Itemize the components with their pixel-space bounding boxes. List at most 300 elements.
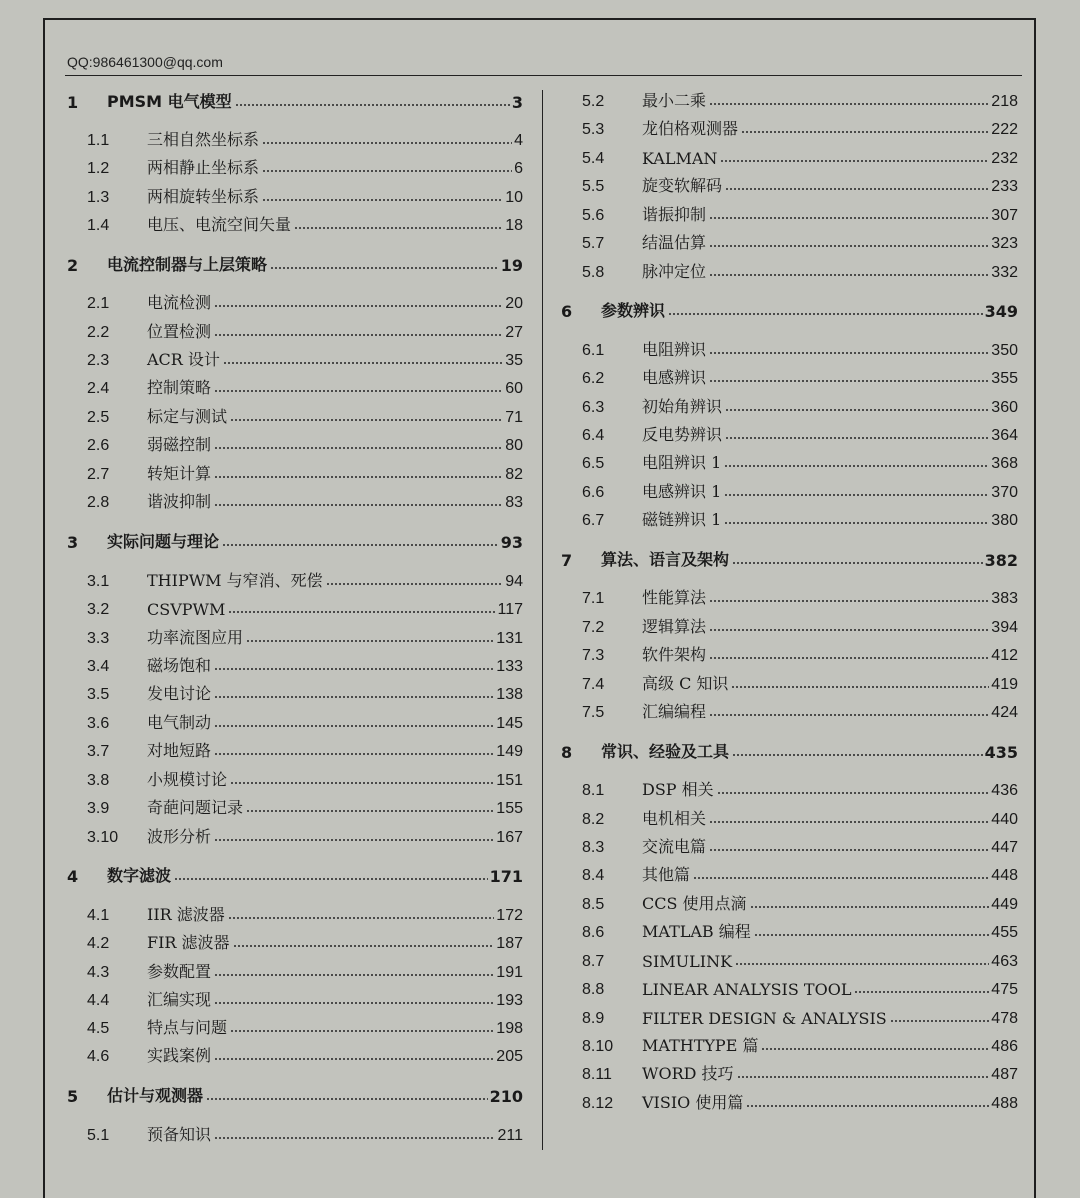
dot-leader xyxy=(214,333,503,337)
dot-leader xyxy=(668,312,983,316)
toc-entry-title: 结温估算 xyxy=(642,233,707,252)
dot-leader xyxy=(214,695,494,699)
toc-section-entry[interactable] xyxy=(582,835,1018,857)
toc-section-entry[interactable] xyxy=(582,117,1018,139)
toc-entry-page-number: 222 xyxy=(991,121,1018,138)
toc-entry-page-number: 131 xyxy=(496,630,523,647)
toc-section-entry[interactable] xyxy=(582,863,1018,885)
dot-leader xyxy=(235,103,510,107)
dot-leader xyxy=(246,809,494,813)
toc-entry-number: 3.1 xyxy=(87,573,110,590)
toc-entry-title: 奇葩问题记录 xyxy=(147,798,244,817)
toc-section-entry[interactable] xyxy=(87,376,523,398)
toc-entry-title: 反电势辨识 xyxy=(642,425,723,444)
toc-section-entry[interactable] xyxy=(582,451,1018,473)
toc-entry-page-number: 488 xyxy=(991,1095,1018,1112)
toc-section-entry[interactable] xyxy=(87,462,523,484)
dot-leader xyxy=(724,464,989,468)
toc-section-entry[interactable] xyxy=(582,508,1018,530)
toc-entry-number: 3.6 xyxy=(87,715,110,732)
dot-leader xyxy=(230,1029,494,1033)
toc-entry-number: 8.5 xyxy=(582,896,605,913)
dot-leader xyxy=(725,408,989,412)
toc-section-entry[interactable] xyxy=(87,156,523,178)
toc-entry-number: 4.6 xyxy=(87,1048,110,1065)
toc-entry-title: 估计与观测器 xyxy=(107,1086,204,1105)
toc-entry-title: 汇编实现 xyxy=(147,990,212,1009)
toc-entry-title: 电阻辨识 1 xyxy=(642,453,722,472)
toc-entry-number: 5.8 xyxy=(582,264,605,281)
toc-entry-title: 两相静止坐标系 xyxy=(147,158,260,177)
toc-entry-number: 4.5 xyxy=(87,1020,110,1037)
toc-section-entry[interactable] xyxy=(87,433,523,455)
toc-entry-number: 6.2 xyxy=(582,370,605,387)
toc-entry-title: SIMULINK xyxy=(642,952,733,971)
toc-section-entry[interactable] xyxy=(582,892,1018,914)
toc-entry-title: 电阻辨识 xyxy=(642,340,707,359)
toc-entry-number: 1.1 xyxy=(87,132,110,149)
toc-entry-title: 逻辑算法 xyxy=(642,617,707,636)
toc-chapter-entry[interactable] xyxy=(67,90,523,112)
toc-entry-page-number: 449 xyxy=(991,896,1018,913)
toc-section-entry[interactable] xyxy=(582,807,1018,829)
toc-section-entry[interactable] xyxy=(582,366,1018,388)
toc-entry-number: 6.4 xyxy=(582,427,605,444)
toc-entry-number: 8.3 xyxy=(582,839,605,856)
toc-entry-page-number: 364 xyxy=(991,427,1018,444)
dot-leader xyxy=(732,753,983,757)
dot-leader xyxy=(228,916,495,920)
toc-entry-page-number: 478 xyxy=(991,1010,1018,1027)
dot-leader xyxy=(750,905,990,909)
dot-leader xyxy=(230,418,503,422)
toc-entry-title: 龙伯格观测器 xyxy=(642,119,739,138)
toc-section-entry[interactable] xyxy=(87,903,523,925)
toc-entry-number: 3.2 xyxy=(87,601,110,618)
dot-leader xyxy=(709,216,989,220)
toc-section-entry[interactable] xyxy=(582,977,1018,999)
toc-entry-number: 3.8 xyxy=(87,772,110,789)
toc-entry-page-number: 60 xyxy=(505,380,523,397)
dot-leader xyxy=(214,304,503,308)
dot-leader xyxy=(709,848,989,852)
toc-entry-page-number: 486 xyxy=(991,1038,1018,1055)
dot-leader xyxy=(709,820,989,824)
toc-section-entry[interactable] xyxy=(87,988,523,1010)
toc-entry-page-number: 155 xyxy=(496,800,523,817)
toc-section-entry[interactable] xyxy=(582,1062,1018,1084)
toc-entry-page-number: 117 xyxy=(497,601,523,618)
toc-entry-title: 特点与问题 xyxy=(147,1018,228,1037)
toc-entry-number: 1.4 xyxy=(87,217,110,234)
dot-leader xyxy=(214,752,494,756)
toc-entry-title: 高级 C 知识 xyxy=(642,674,729,693)
toc-entry-number: 2.8 xyxy=(87,494,110,511)
toc-section-entry[interactable] xyxy=(582,395,1018,417)
dot-leader xyxy=(720,159,989,163)
toc-entry-number: 2.7 xyxy=(87,466,110,483)
toc-entry-title: 其他篇 xyxy=(642,865,691,884)
toc-entry-number: 6.3 xyxy=(582,399,605,416)
toc-entry-number: 5 xyxy=(67,1087,79,1106)
toc-entry-title: CSVPWM xyxy=(147,600,226,619)
toc-chapter-entry[interactable] xyxy=(67,864,523,886)
toc-entry-title: 参数配置 xyxy=(147,962,212,981)
dot-leader xyxy=(709,713,989,717)
toc-entry-number: 8.7 xyxy=(582,953,605,970)
toc-entry-title: 位置检测 xyxy=(147,322,212,341)
dot-leader xyxy=(761,1047,989,1051)
toc-entry-page-number: 187 xyxy=(496,935,523,952)
dot-leader xyxy=(214,475,503,479)
toc-entry-number: 2.1 xyxy=(87,295,110,312)
toc-entry-title: 磁场饱和 xyxy=(147,656,212,675)
header-rule xyxy=(65,75,1022,76)
toc-section-entry[interactable] xyxy=(87,128,523,150)
toc-section-entry[interactable] xyxy=(87,291,523,313)
toc-entry-page-number: 355 xyxy=(991,370,1018,387)
toc-entry-number: 4.3 xyxy=(87,964,110,981)
dot-leader xyxy=(709,102,989,106)
toc-entry-title: 性能算法 xyxy=(642,588,707,607)
toc-entry-number: 8.12 xyxy=(582,1095,614,1112)
toc-entry-page-number: 27 xyxy=(505,324,523,341)
toc-entry-number: 4 xyxy=(67,867,79,886)
toc-section-entry[interactable] xyxy=(582,615,1018,637)
toc-entry-number: 1.2 xyxy=(87,160,110,177)
toc-section-entry[interactable] xyxy=(87,654,523,676)
toc-entry-page-number: 487 xyxy=(991,1066,1018,1083)
toc-entry-page-number: 323 xyxy=(991,235,1018,252)
toc-entry-title: 参数辨识 xyxy=(601,301,666,320)
toc-section-entry[interactable] xyxy=(582,672,1018,694)
dot-leader xyxy=(214,503,503,507)
toc-entry-title: MATLAB 编程 xyxy=(642,922,751,941)
toc-entry-title: 电感辨识 xyxy=(642,368,707,387)
toc-entry-number: 6.5 xyxy=(582,455,605,472)
dot-leader xyxy=(214,724,494,728)
toc-entry-title: 电气制动 xyxy=(147,713,212,732)
toc-entry-page-number: 394 xyxy=(991,619,1018,636)
toc-entry-number: 8.2 xyxy=(582,811,605,828)
dot-leader xyxy=(214,667,494,671)
toc-section-entry[interactable] xyxy=(87,960,523,982)
toc-entry-page-number: 307 xyxy=(991,207,1018,224)
toc-entry-title: 三相自然坐标系 xyxy=(147,130,260,149)
toc-entry-page-number: 435 xyxy=(984,743,1018,762)
toc-entry-title: 实践案例 xyxy=(147,1046,212,1065)
toc-entry-title: 电压、电流空间矢量 xyxy=(147,215,292,234)
toc-entry-number: 4.1 xyxy=(87,907,110,924)
toc-section-entry[interactable] xyxy=(582,1091,1018,1113)
dot-leader xyxy=(709,379,989,383)
dot-leader xyxy=(725,436,989,440)
toc-section-entry[interactable] xyxy=(582,920,1018,942)
toc-entry-title: 波形分析 xyxy=(147,827,212,846)
toc-entry-page-number: 133 xyxy=(496,658,523,675)
toc-section-entry[interactable] xyxy=(87,931,523,953)
toc-section-entry[interactable] xyxy=(87,682,523,704)
toc-entry-number: 7.4 xyxy=(582,676,605,693)
dot-leader xyxy=(709,273,989,277)
toc-entry-page-number: 93 xyxy=(500,533,523,552)
toc-section-entry[interactable] xyxy=(582,423,1018,445)
toc-entry-page-number: 10 xyxy=(505,189,523,206)
toc-entry-title: 算法、语言及架构 xyxy=(601,550,730,569)
toc-section-entry[interactable] xyxy=(582,260,1018,282)
toc-entry-number: 6.6 xyxy=(582,484,605,501)
dot-leader xyxy=(206,1097,488,1101)
toc-entry-title: 谐振抑制 xyxy=(642,205,707,224)
toc-section-entry[interactable] xyxy=(582,231,1018,253)
toc-section-entry[interactable] xyxy=(582,643,1018,665)
toc-entry-title: 转矩计算 xyxy=(147,464,212,483)
toc-entry-page-number: 171 xyxy=(489,867,523,886)
dot-leader xyxy=(222,543,499,547)
toc-entry-title: 磁链辨识 1 xyxy=(642,510,722,529)
toc-entry-page-number: 82 xyxy=(505,466,523,483)
toc-entry-page-number: 232 xyxy=(991,150,1018,167)
toc-entry-number: 3.3 xyxy=(87,630,110,647)
toc-section-entry[interactable] xyxy=(87,348,523,370)
toc-section-entry[interactable] xyxy=(582,586,1018,608)
toc-section-entry[interactable] xyxy=(582,480,1018,502)
toc-section-entry[interactable] xyxy=(87,405,523,427)
dot-leader xyxy=(214,1057,494,1061)
toc-entry-page-number: 71 xyxy=(505,409,523,426)
dot-leader xyxy=(270,266,499,270)
toc-section-entry[interactable] xyxy=(582,174,1018,196)
toc-entry-number: 5.4 xyxy=(582,150,605,167)
toc-entry-page-number: 475 xyxy=(991,981,1018,998)
toc-entry-page-number: 193 xyxy=(496,992,523,1009)
toc-entry-page-number: 455 xyxy=(991,924,1018,941)
toc-chapter-entry[interactable] xyxy=(561,548,1018,570)
toc-section-entry[interactable] xyxy=(582,89,1018,111)
toc-entry-page-number: 424 xyxy=(991,704,1018,721)
toc-entry-number: 5.5 xyxy=(582,178,605,195)
dot-leader xyxy=(214,446,503,450)
toc-section-entry[interactable] xyxy=(582,146,1018,168)
dot-leader xyxy=(233,944,495,948)
toc-entry-number: 3 xyxy=(67,533,79,552)
toc-entry-title: DSP 相关 xyxy=(642,780,714,799)
toc-entry-page-number: 233 xyxy=(991,178,1018,195)
toc-section-entry[interactable] xyxy=(582,203,1018,225)
toc-entry-page-number: 191 xyxy=(496,964,523,981)
toc-entry-title: 最小二乘 xyxy=(642,91,707,110)
toc-entry-title: 汇编编程 xyxy=(642,702,707,721)
toc-entry-page-number: 138 xyxy=(496,686,523,703)
toc-section-entry[interactable] xyxy=(87,796,523,818)
toc-entry-title: LINEAR ANALYSIS TOOL xyxy=(642,980,852,999)
toc-entry-title: 对地短路 xyxy=(147,741,212,760)
toc-entry-title: 电机相关 xyxy=(642,809,707,828)
toc-entry-number: 1 xyxy=(67,93,79,112)
dot-leader xyxy=(725,187,989,191)
toc-entry-page-number: 211 xyxy=(497,1127,523,1144)
toc-entry-number: 5.2 xyxy=(582,93,605,110)
toc-entry-page-number: 349 xyxy=(984,302,1018,321)
toc-chapter-entry[interactable] xyxy=(67,1084,523,1106)
dot-leader xyxy=(262,141,512,145)
toc-section-entry[interactable] xyxy=(87,320,523,342)
dot-leader xyxy=(223,361,503,365)
toc-entry-number: 8.4 xyxy=(582,867,605,884)
toc-entry-number: 6.7 xyxy=(582,512,605,529)
toc-entry-title: 常识、经验及工具 xyxy=(601,742,730,761)
toc-section-entry[interactable] xyxy=(87,825,523,847)
document-page xyxy=(43,18,1036,1198)
toc-entry-number: 3.4 xyxy=(87,658,110,675)
dot-leader xyxy=(228,610,495,614)
toc-section-entry[interactable] xyxy=(582,700,1018,722)
toc-entry-page-number: 19 xyxy=(500,256,523,275)
dot-leader xyxy=(731,685,989,689)
toc-section-entry[interactable] xyxy=(87,597,523,619)
toc-entry-number: 5.3 xyxy=(582,121,605,138)
toc-entry-title: IIR 滤波器 xyxy=(147,905,225,924)
dot-leader xyxy=(709,628,989,632)
toc-section-entry[interactable] xyxy=(87,626,523,648)
toc-section-entry[interactable] xyxy=(87,213,523,235)
toc-entry-number: 4.4 xyxy=(87,992,110,1009)
toc-section-entry[interactable] xyxy=(87,490,523,512)
toc-entry-page-number: 360 xyxy=(991,399,1018,416)
dot-leader xyxy=(724,493,989,497)
toc-chapter-entry[interactable] xyxy=(67,253,523,275)
toc-section-entry[interactable] xyxy=(582,1034,1018,1056)
dot-leader xyxy=(724,521,989,525)
dot-leader xyxy=(214,389,503,393)
toc-entry-number: 5.1 xyxy=(87,1127,110,1144)
dot-leader xyxy=(262,198,503,202)
toc-entry-title: 电感辨识 1 xyxy=(642,482,722,501)
toc-entry-page-number: 6 xyxy=(514,160,523,177)
toc-entry-page-number: 383 xyxy=(991,590,1018,607)
dot-leader xyxy=(754,933,990,937)
dot-leader xyxy=(709,599,989,603)
toc-entry-number: 6.1 xyxy=(582,342,605,359)
toc-entry-title: 发电讨论 xyxy=(147,684,212,703)
toc-entry-title: 交流电篇 xyxy=(642,837,707,856)
toc-entry-number: 6 xyxy=(561,302,573,321)
toc-entry-number: 7.2 xyxy=(582,619,605,636)
toc-entry-page-number: 463 xyxy=(991,953,1018,970)
toc-entry-title: VISIO 使用篇 xyxy=(642,1093,744,1112)
toc-entry-title: 两相旋转坐标系 xyxy=(147,187,260,206)
toc-section-entry[interactable] xyxy=(582,1006,1018,1028)
toc-section-entry[interactable] xyxy=(87,569,523,591)
dot-leader xyxy=(214,1136,495,1140)
toc-section-entry[interactable] xyxy=(87,1044,523,1066)
toc-section-entry[interactable] xyxy=(87,768,523,790)
toc-section-entry[interactable] xyxy=(582,949,1018,971)
toc-entry-page-number: 198 xyxy=(496,1020,523,1037)
dot-leader xyxy=(214,838,494,842)
toc-entry-title: WORD 技巧 xyxy=(642,1064,734,1083)
toc-entry-number: 2.4 xyxy=(87,380,110,397)
toc-section-entry[interactable] xyxy=(87,1123,523,1145)
toc-chapter-entry[interactable] xyxy=(67,530,523,552)
toc-entry-title: 控制策略 xyxy=(147,378,212,397)
toc-entry-page-number: 3 xyxy=(511,93,523,112)
toc-section-entry[interactable] xyxy=(87,711,523,733)
dot-leader xyxy=(735,962,989,966)
toc-entry-title: PMSM 电气模型 xyxy=(107,92,232,111)
toc-entry-title: 弱磁控制 xyxy=(147,435,212,454)
toc-section-entry[interactable] xyxy=(582,778,1018,800)
toc-entry-number: 8.1 xyxy=(582,782,605,799)
toc-entry-number: 2.5 xyxy=(87,409,110,426)
dot-leader xyxy=(693,876,989,880)
toc-entry-page-number: 440 xyxy=(991,811,1018,828)
page-header: QQ:986461300@qq.com xyxy=(67,54,223,70)
toc-chapter-entry[interactable] xyxy=(561,299,1018,321)
toc-entry-page-number: 447 xyxy=(991,839,1018,856)
toc-entry-number: 5.6 xyxy=(582,207,605,224)
toc-entry-title: 电流控制器与上层策略 xyxy=(107,255,268,274)
toc-section-entry[interactable] xyxy=(582,338,1018,360)
toc-entry-title: 初始角辨识 xyxy=(642,397,723,416)
toc-entry-number: 1.3 xyxy=(87,189,110,206)
toc-entry-title: 软件架构 xyxy=(642,645,707,664)
column-divider xyxy=(542,90,543,1150)
toc-section-entry[interactable] xyxy=(87,185,523,207)
toc-chapter-entry[interactable] xyxy=(561,740,1018,762)
toc-entry-number: 3.5 xyxy=(87,686,110,703)
toc-entry-page-number: 83 xyxy=(505,494,523,511)
toc-entry-page-number: 419 xyxy=(991,676,1018,693)
dot-leader xyxy=(709,244,989,248)
dot-leader xyxy=(732,561,983,565)
toc-entry-title: 电流检测 xyxy=(147,293,212,312)
dot-leader xyxy=(709,656,989,660)
toc-entry-page-number: 370 xyxy=(991,484,1018,501)
toc-entry-number: 7.3 xyxy=(582,647,605,664)
toc-section-entry[interactable] xyxy=(87,1016,523,1038)
dot-leader xyxy=(230,781,494,785)
dot-leader xyxy=(737,1075,990,1079)
dot-leader xyxy=(890,1019,990,1023)
toc-entry-page-number: 151 xyxy=(496,772,523,789)
toc-entry-page-number: 167 xyxy=(496,829,523,846)
toc-entry-number: 7.5 xyxy=(582,704,605,721)
toc-entry-page-number: 368 xyxy=(991,455,1018,472)
toc-section-entry[interactable] xyxy=(87,739,523,761)
toc-entry-page-number: 380 xyxy=(991,512,1018,529)
toc-entry-title: 谐波抑制 xyxy=(147,492,212,511)
toc-entry-title: 标定与测试 xyxy=(147,407,228,426)
dot-leader xyxy=(741,130,989,134)
toc-entry-number: 7.1 xyxy=(582,590,605,607)
toc-entry-page-number: 448 xyxy=(991,867,1018,884)
toc-entry-page-number: 145 xyxy=(496,715,523,732)
dot-leader xyxy=(717,791,990,795)
toc-entry-number: 8 xyxy=(561,743,573,762)
dot-leader xyxy=(709,351,989,355)
toc-entry-title: ACR 设计 xyxy=(147,350,220,369)
toc-entry-page-number: 412 xyxy=(991,647,1018,664)
dot-leader xyxy=(174,877,488,881)
toc-entry-title: 功率流图应用 xyxy=(147,628,244,647)
toc-entry-page-number: 436 xyxy=(991,782,1018,799)
toc-entry-title: KALMAN xyxy=(642,149,718,168)
toc-entry-number: 3.7 xyxy=(87,743,110,760)
dot-leader xyxy=(246,639,494,643)
toc-entry-title: FILTER DESIGN & ANALYSIS xyxy=(642,1009,887,1028)
toc-entry-page-number: 35 xyxy=(505,352,523,369)
